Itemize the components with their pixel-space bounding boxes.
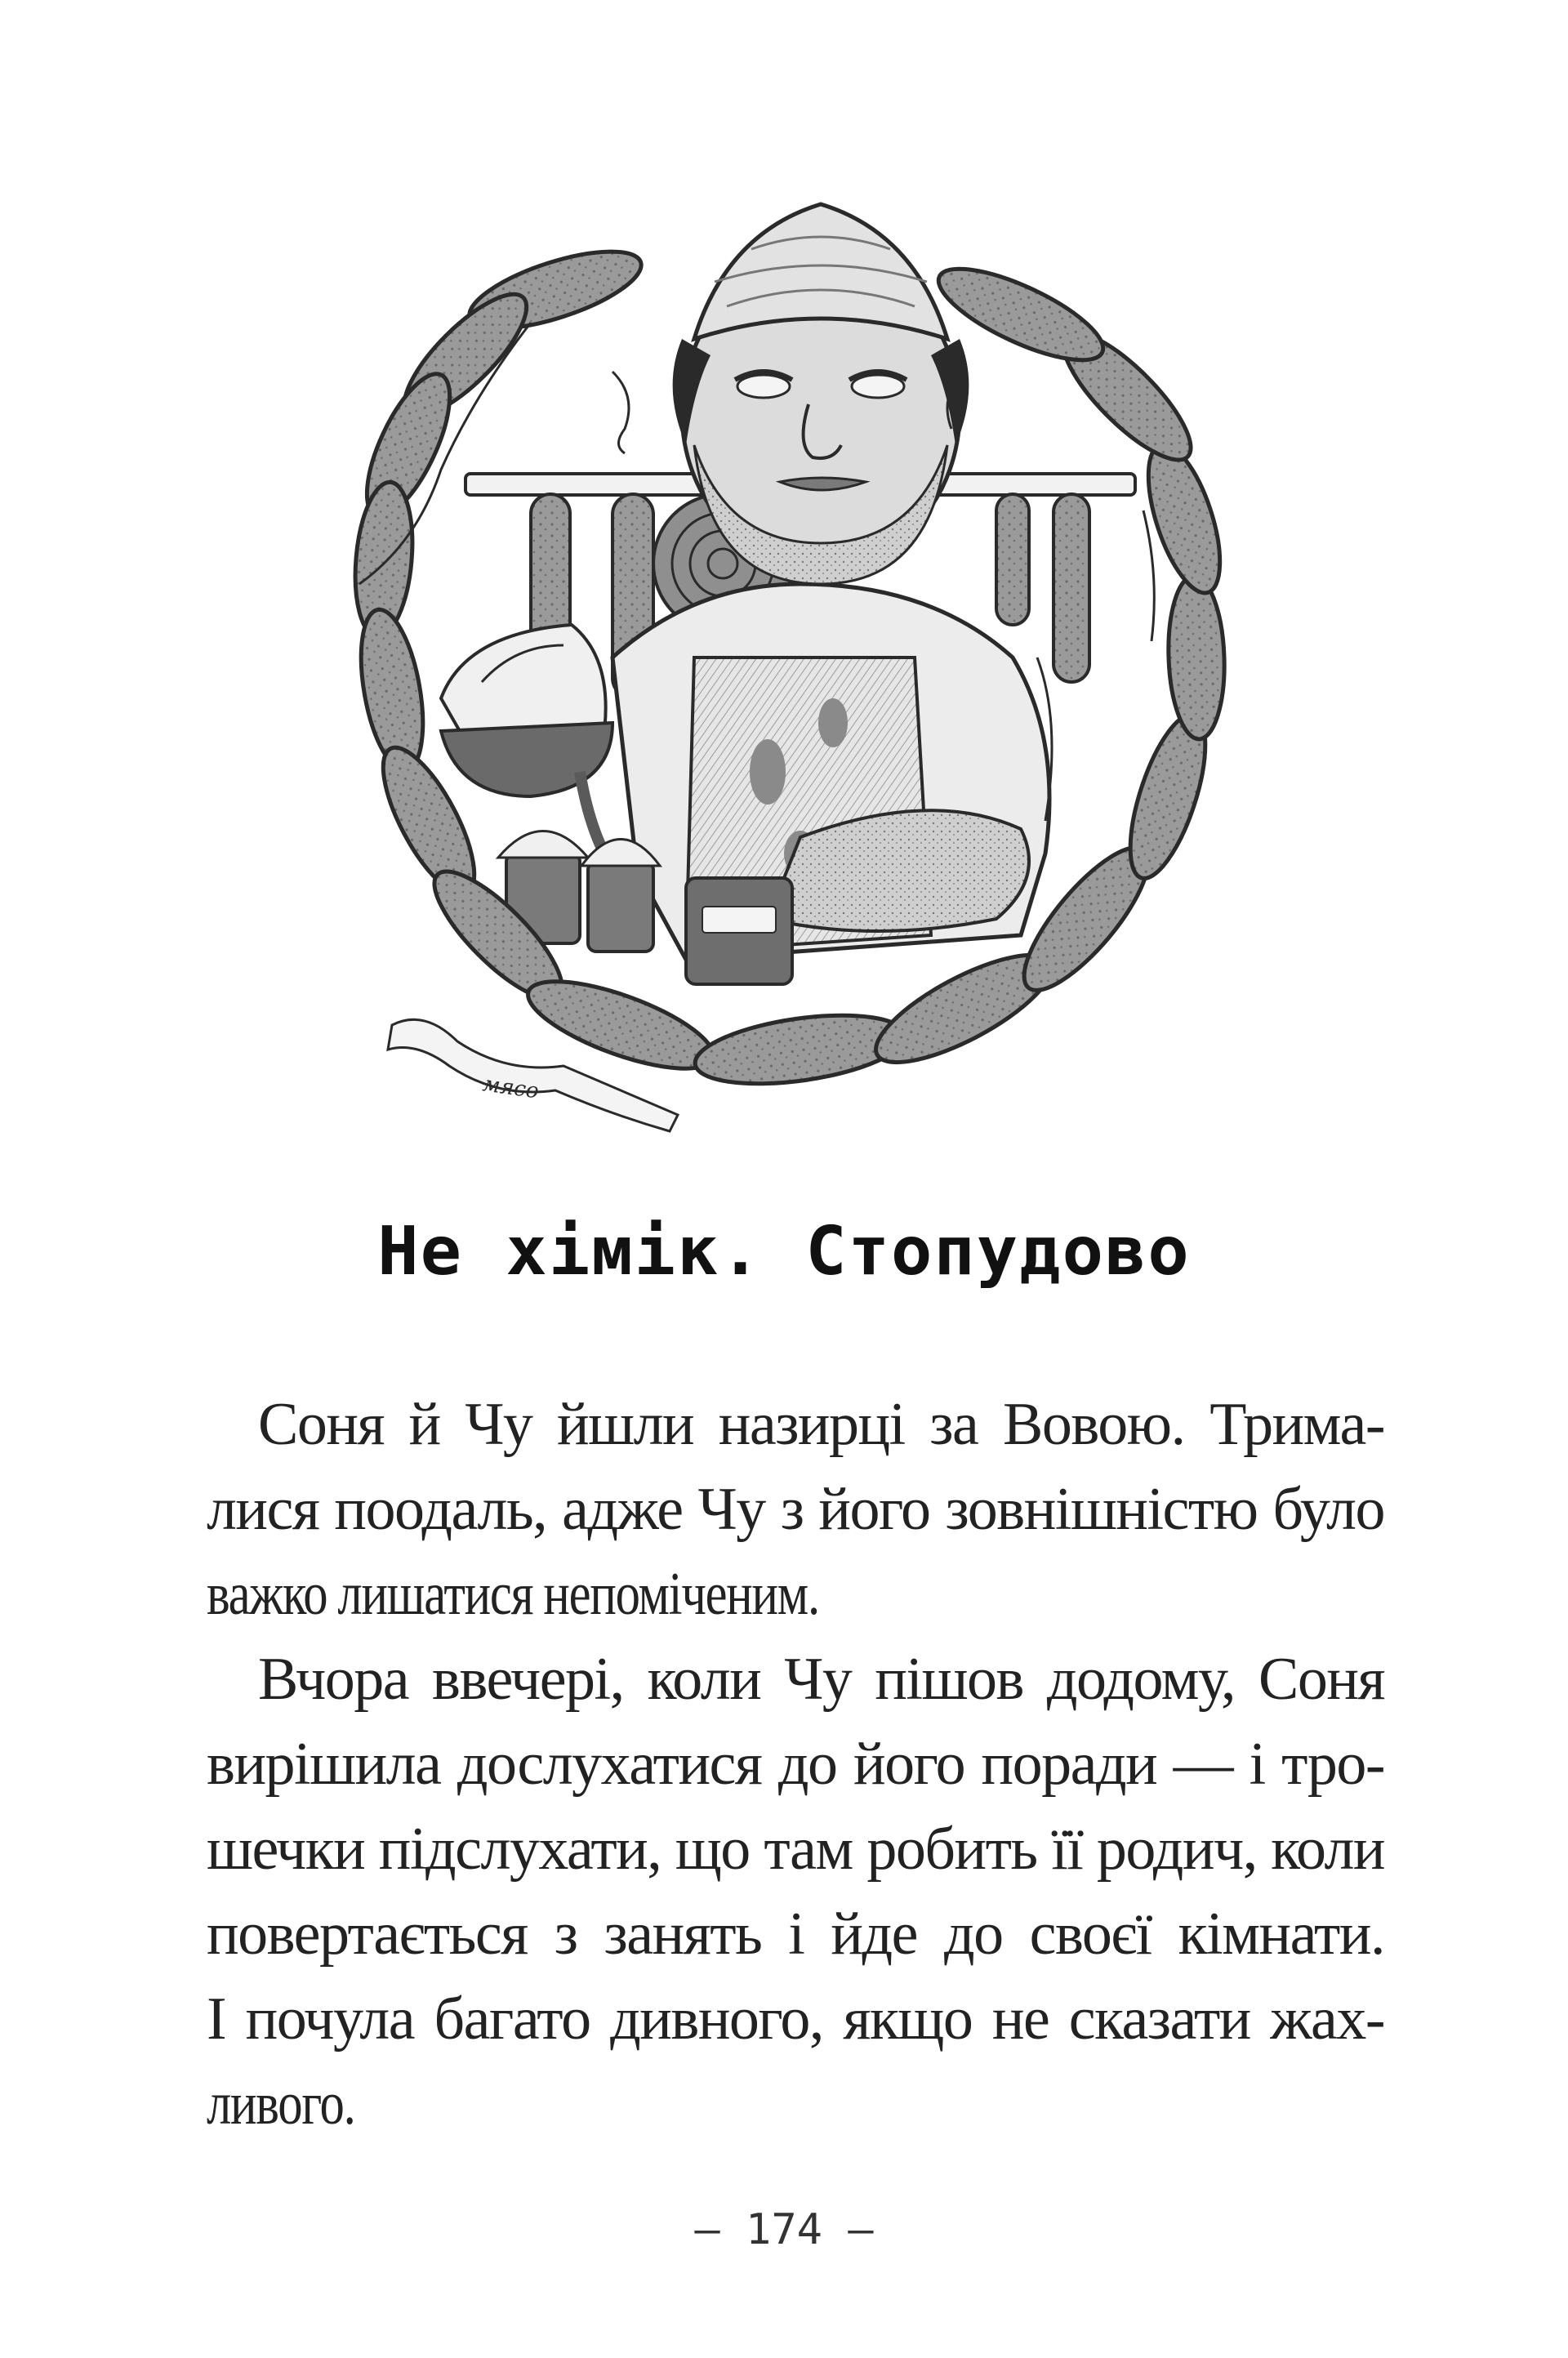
chapter-illustration — [343, 200, 1245, 1139]
text-line: ливого. — [207, 2070, 355, 2137]
text-line: важко лишатися непоміченим. — [207, 1561, 819, 1628]
butcher-illustration — [343, 200, 1245, 1139]
page-number: — 174 — — [694, 2205, 874, 2254]
svg-text:мясо: мясо — [481, 1072, 541, 1104]
text-line: Вчора ввечері, коли Чу пішов додому, Соня — [258, 1646, 1384, 1713]
text-line: вирішила дослухатися до його поради — і тро- — [207, 1731, 1384, 1798]
text-line: Соня й Чу йшли назирці за Вовою. Трима- — [258, 1391, 1384, 1458]
text-line: повертається з занять і йде до своєї кімнати. — [207, 1901, 1384, 1968]
chapter-title: Не хімік. Стопудово — [377, 1213, 1191, 1290]
text-line: І почула багато дивного, якщо не сказати жах- — [207, 1986, 1384, 2053]
text-line: лися поодаль, адже Чу з його зовнішністю було — [207, 1476, 1384, 1543]
text-line: шечки підслухати, що там робить її родич, коли — [207, 1816, 1384, 1883]
body-text — [207, 1382, 1384, 2146]
